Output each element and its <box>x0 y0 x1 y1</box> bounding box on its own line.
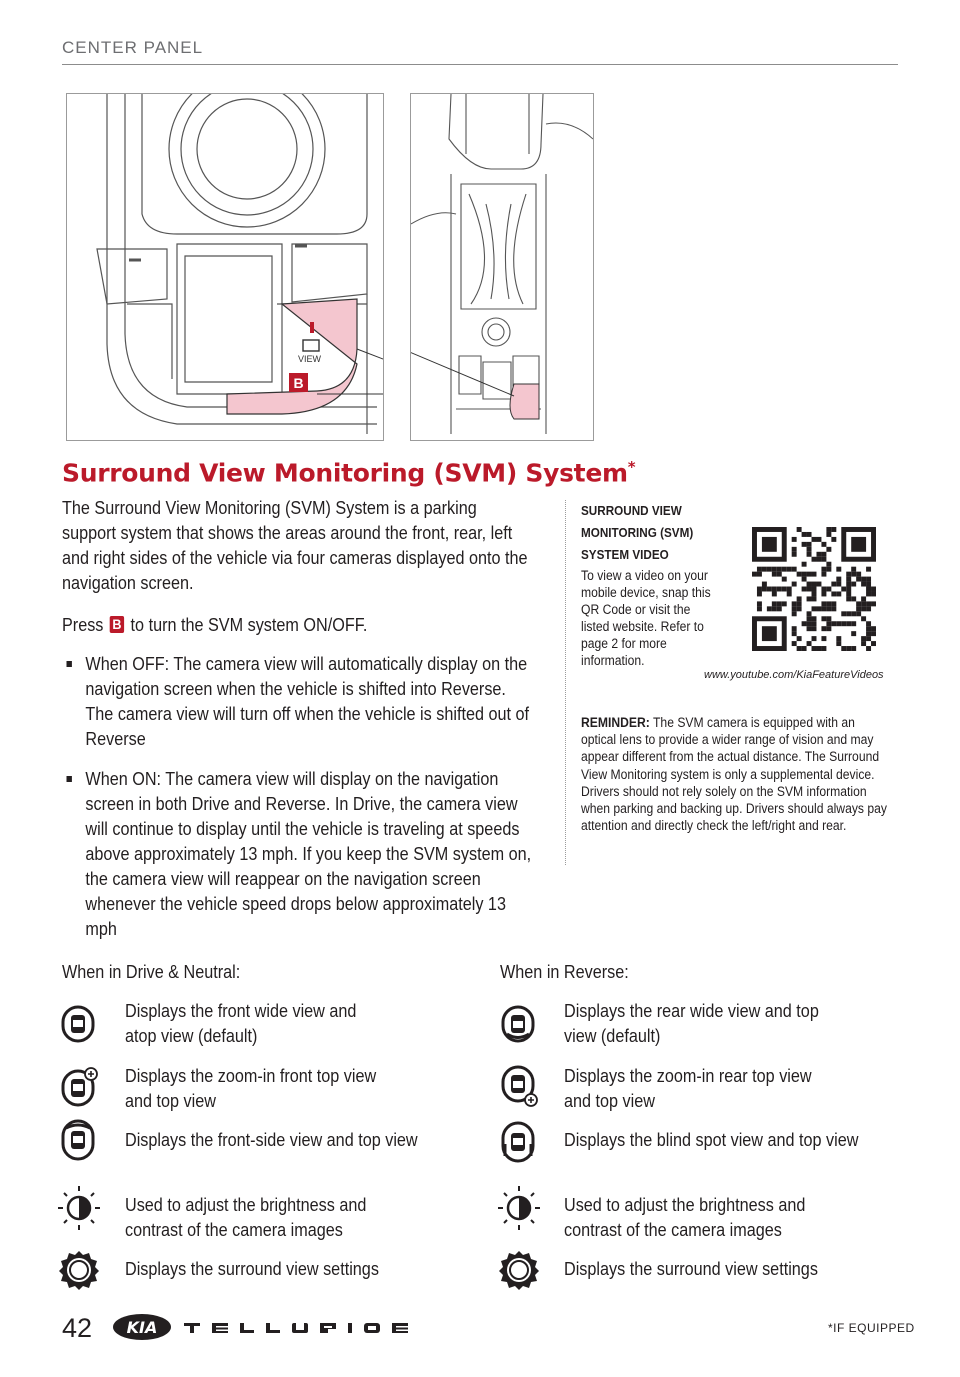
b-key-badge: B <box>110 616 125 633</box>
kia-telluride-logo <box>112 1312 422 1342</box>
drive-row-3-text: Displays the front-side view and top view <box>125 1130 418 1150</box>
blind-spot-view-icon[interactable] <box>500 1120 536 1164</box>
settings-gear-icon-reverse[interactable] <box>498 1249 540 1291</box>
header-rule <box>62 64 898 65</box>
qr-code[interactable] <box>752 527 876 651</box>
reverse-row-2-text: Displays the zoom-in rear top view and top view <box>564 1066 812 1111</box>
reverse-row-1-text: Displays the rear wide view and top view (default) <box>564 1001 819 1046</box>
sidebar-divider <box>565 500 566 865</box>
rear-wide-view-icon[interactable] <box>500 1004 536 1044</box>
front-side-view-icon[interactable] <box>60 1118 96 1162</box>
video-url[interactable]: www.youtube.com/KiaFeatureVideos <box>704 669 884 681</box>
drive-row-2-text: Displays the zoom-in front top view and top view <box>125 1066 377 1111</box>
reminder-note: REMINDER: The SVM camera is equipped with an optical lens to provide a wider range of vision and may appear different from the actual distance. The Surround View Monitoring system is only a supplemental device. Drivers should not rely solely on the SVM information when parking and backing up. Drivers should always pay attention and directly check the left/right and rear. <box>581 715 887 834</box>
drive-row-1-text: Displays the front wide view and atop view (default) <box>125 1001 357 1046</box>
front-wide-view-icon[interactable] <box>60 1004 96 1044</box>
drive-row-4-text: Used to adjust the brightness and contrast of the camera images <box>125 1195 367 1240</box>
section-label: CENTER PANEL <box>62 38 204 57</box>
drive-row-5-text: Displays the surround view settings <box>125 1259 379 1279</box>
video-heading: SURROUND VIEW MONITORING (SVM) SYSTEM VIDEO <box>581 503 694 562</box>
drive-neutral-heading: When in Drive & Neutral: <box>62 962 241 982</box>
reverse-row-5-text: Displays the surround view settings <box>564 1259 818 1279</box>
if-equipped-note: *IF EQUIPPED <box>828 1321 915 1335</box>
console-overview-illustration <box>410 93 594 441</box>
view-button-label: VIEW <box>298 354 322 364</box>
svm-button-highlight[interactable] <box>227 299 357 414</box>
section-title: Surround View Monitoring (SVM) System* <box>62 458 636 488</box>
bullet-when-on: When ON: The camera view will display on the navigation screen in both Drive and Reverse. In Drive, the camera view will continue to display until the vehicle is traveling at speeds above approximately 13 mph. If you keep the SVM system on, the camera view will reappear on the navigation screen whenever the vehicle speed drops below approximately 13 mph <box>62 767 535 942</box>
rear-zoom-view-icon[interactable] <box>500 1064 540 1110</box>
front-zoom-view-icon[interactable] <box>60 1066 100 1108</box>
reverse-row-3-text: Displays the blind spot view and top view <box>564 1130 859 1150</box>
brightness-icon-reverse[interactable] <box>496 1183 542 1233</box>
page-number: 42 <box>62 1313 93 1343</box>
video-text: To view a video on your mobile device, snap this QR Code or visit the listed website. Refer to page 2 for more information. <box>581 568 711 668</box>
svm-button-location <box>510 384 539 419</box>
intro-paragraph: The Surround View Monitoring (SVM) System is a parking support system that shows the areas around the front, rear, left and right sides of the vehicle via four cameras displayed onto the navigation screen. <box>62 498 528 593</box>
callout-b: B <box>293 375 304 391</box>
settings-gear-icon-drive[interactable] <box>58 1249 100 1291</box>
reverse-heading: When in Reverse: <box>500 962 629 982</box>
press-instruction: Press B to turn the SVM system ON/OFF. <box>62 615 368 635</box>
bullet-when-off: When OFF: The camera view will automatically display on the navigation screen when the vehicle is shifted into Reverse. The camera view will turn off when the vehicle is shifted out of Reverse <box>62 652 535 752</box>
console-closeup-illustration <box>66 93 384 441</box>
reverse-row-4-text: Used to adjust the brightness and contrast of the camera images <box>564 1195 806 1240</box>
svg-text:KIA: KIA <box>126 1318 158 1337</box>
brightness-icon-drive[interactable] <box>56 1183 102 1233</box>
